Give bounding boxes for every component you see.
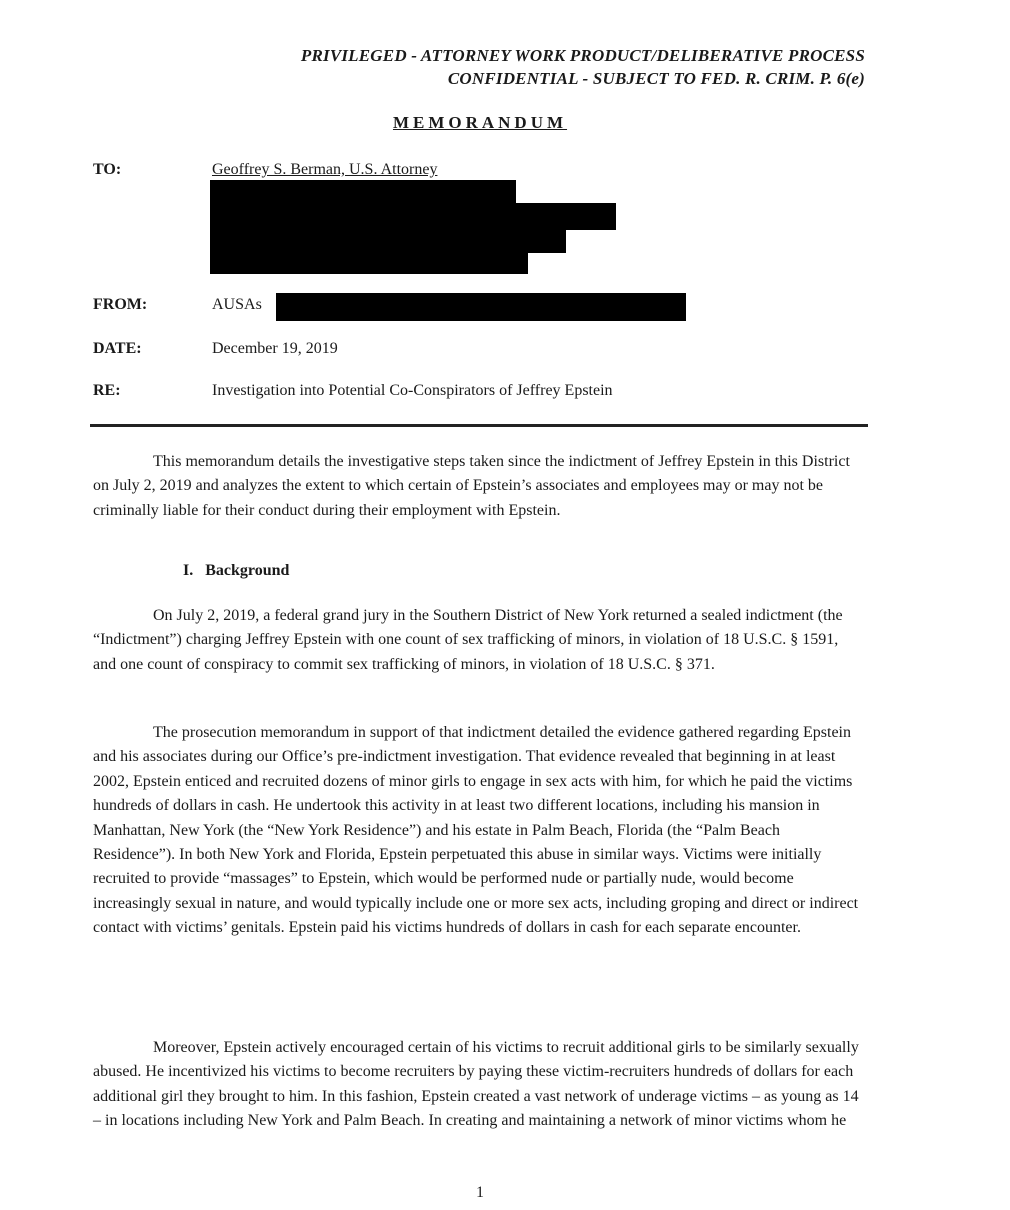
redaction-block bbox=[210, 180, 516, 204]
section-title: Background bbox=[205, 562, 290, 579]
from-label: FROM: bbox=[93, 296, 148, 313]
privilege-line-2: CONFIDENTIAL - SUBJECT TO FED. R. CRIM. P. 6(e) bbox=[447, 69, 865, 88]
background-paragraph-1: On July 2, 2019, a federal grand jury in the Southern District of New York returned a sealed indictment (the “Indictment”) charging Jeffrey Epstein with one count of sex trafficking of minors, in violation of 18 U.S.C. § 1591, and one count of conspiracy to commit sex trafficking of minors, in violation of 18 U.S.C. § 371. bbox=[93, 607, 843, 673]
from-value: AUSAs bbox=[212, 296, 262, 313]
intro-paragraph: This memorandum details the investigative steps taken since the indictment of Jeffrey Epstein in this District on July 2, 2019 and analyzes the extent to which certain of Epstein’s associates and employees may or may not be criminally liable for their conduct during their employment with Epstein. bbox=[93, 453, 850, 519]
redaction-block bbox=[210, 229, 566, 253]
section-heading bbox=[183, 562, 289, 580]
re-value: Investigation into Potential Co-Conspirators of Jeffrey Epstein bbox=[212, 382, 613, 399]
redaction-block bbox=[210, 203, 616, 230]
background-paragraph-2: The prosecution memorandum in support of that indictment detailed the evidence gathered regarding Epstein and his associates during our Office’s pre-indictment investigation. That evidence revealed that beginning in at least 2002, Epstein enticed and recruited dozens of minor girls to engage in sex acts with him, for which he paid the victims hundreds of dollars in cash. He undertook this activity in at least two different locations, including his mansion in Manhattan, New York (the “New York Residence”) and his estate in Palm Beach, Florida (the “Palm Beach Residence”). In both New York and Florida, Epstein perpetuated this abuse in similar ways. Victims were initially recruited to provide “massages” to Epstein, which would be performed nude or partially nude, would become increasingly sexual in nature, and would typically include one or more sex acts, including groping and direct or indirect contact with victims’ genitals. Epstein paid his victims hundreds of dollars in cash for each separate encounter. bbox=[93, 724, 859, 937]
privilege-header bbox=[301, 44, 865, 90]
date-value: December 19, 2019 bbox=[212, 340, 338, 357]
redaction-block bbox=[210, 252, 528, 274]
to-value: Geoffrey S. Berman, U.S. Attorney bbox=[212, 161, 438, 178]
privilege-line-1: PRIVILEGED - ATTORNEY WORK PRODUCT/DELIBERATIVE PROCESS bbox=[300, 46, 865, 65]
background-paragraph-3: Moreover, Epstein actively encouraged certain of his victims to recruit additional girls to be similarly sexually abused. He incentivized his victims to become recruiters by paying these victim-recruiters hundreds of dollars for each additional girl they brought to him. In this fashion, Epstein created a vast network of underage victims – as young as 14 – in locations including New York and Palm Beach. In creating and maintaining a network of minor victims whom he bbox=[93, 1039, 859, 1130]
redaction-block bbox=[276, 293, 686, 321]
section-number: I. bbox=[183, 562, 194, 579]
to-label: TO: bbox=[93, 161, 122, 178]
date-label: DATE: bbox=[93, 340, 142, 357]
header-divider bbox=[90, 424, 868, 427]
memo-title: MEMORANDUM bbox=[392, 113, 568, 132]
re-label: RE: bbox=[93, 382, 121, 399]
page-number: 1 bbox=[476, 1184, 484, 1201]
